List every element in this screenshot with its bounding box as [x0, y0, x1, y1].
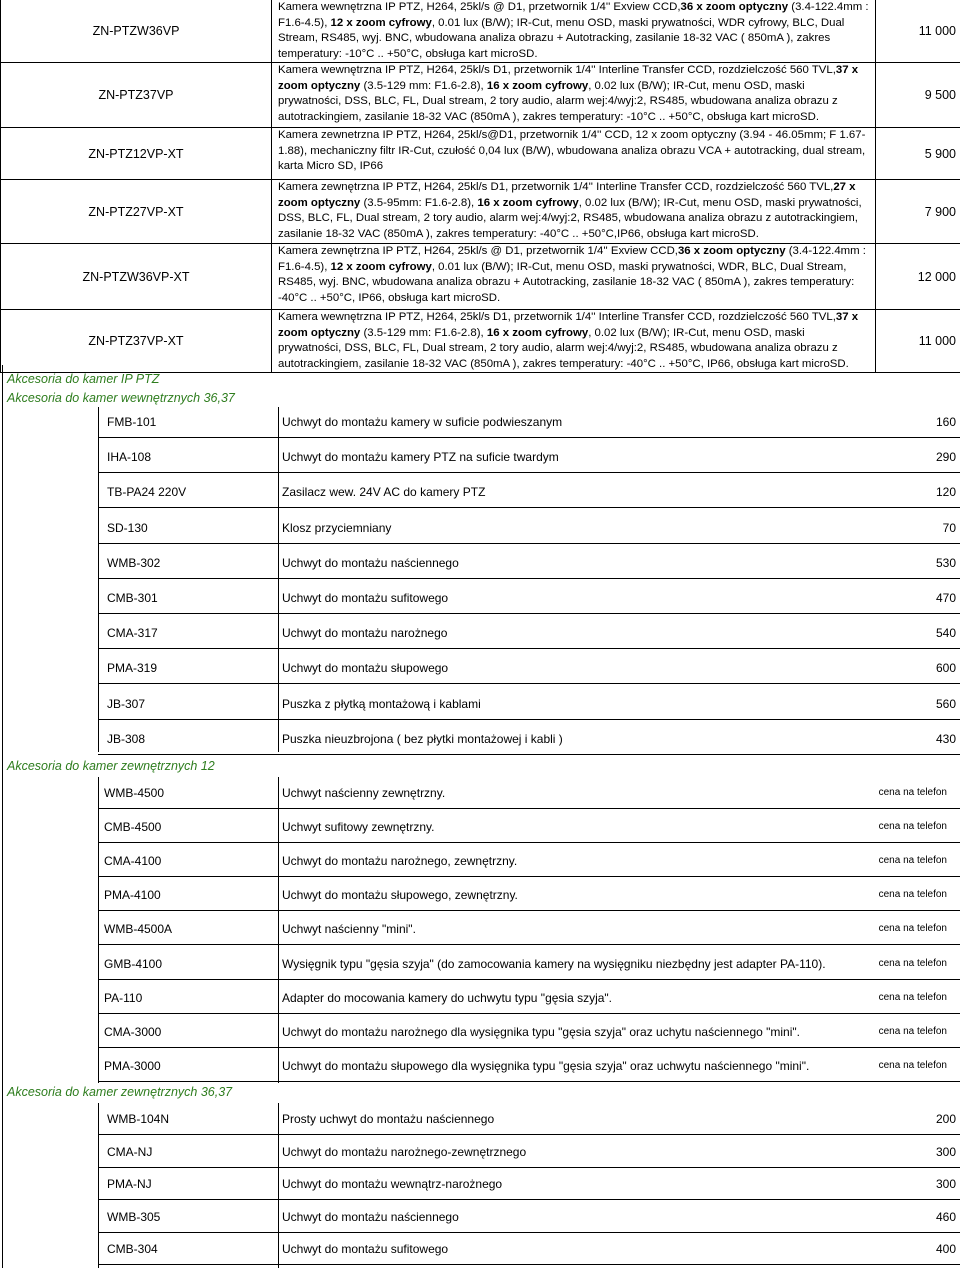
- accessory-row: [0, 1202, 960, 1232]
- camera-row: [0, 244, 960, 310]
- accessory-price: 160: [935, 415, 956, 429]
- camera-code: ZN-PTZ37VP-XT: [0, 310, 272, 372]
- camera-description-highlight: 16 x zoom cyfrowy: [486, 79, 589, 92]
- accessory-code: SD-130: [107, 520, 148, 535]
- camera-description-highlight: 36 x zoom optyczny: [677, 245, 786, 257]
- accessory-row: [0, 1017, 960, 1047]
- row-divider: [98, 910, 960, 911]
- accessory-row: [0, 1234, 960, 1264]
- accessory-row: [0, 407, 960, 437]
- camera-description-text: Kamera wewnętrzna IP PTZ, H264, 25kl/s @ D1, przetwornik 1/4'' Exview CCD,: [278, 1, 681, 13]
- accessory-code: WMB-4500: [104, 786, 165, 800]
- accessory-row: [0, 724, 960, 754]
- grid-line: [278, 407, 279, 752]
- grid-line: [98, 1103, 99, 1268]
- accessory-row: [0, 653, 960, 683]
- row-divider: [98, 1232, 960, 1233]
- accessory-description: Zasilacz wew. 24V AC do kamery PTZ: [282, 485, 486, 500]
- accessory-row: [0, 442, 960, 472]
- section-title-ip-ptz: Akcesoria do kamer IP PTZ: [7, 372, 160, 386]
- camera-description: [272, 128, 876, 179]
- camera-price: 7 900: [924, 204, 956, 219]
- accessory-price: 300: [935, 1177, 956, 1191]
- accessory-price: 300: [935, 1144, 956, 1159]
- row-divider: [98, 578, 960, 579]
- camera-description-text: (3.4-122.4mm : F1.6-4.5),: [278, 245, 866, 273]
- camera-description-text: , 0.02 lux (B/W); IR-Cut, menu OSD, maski prywatności, DSS, BLC, FL, Dual stream, 2 tory audio, alarm wej:4/wyj:2, RS485, wbudowana analiza obrazu z autotrackingiem, zasilanie 18-32 VAC (850mA ), zakres temperatury: -10°C .. +50°C, obsługa kart microSD.: [278, 79, 838, 123]
- accessory-row: [0, 846, 960, 876]
- accessory-row: [0, 983, 960, 1013]
- accessory-price: 530: [935, 555, 956, 570]
- camera-code: ZN-PTZ27VP-XT: [0, 180, 272, 243]
- camera-description-text: , 0.01 lux (B/W); IR-Cut, menu OSD, maski prywatności, WDR, BLC, Dual Stream, RS485, wyj. BNC, wbudowana analiza obrazu + Autotracking, zasilanie 18-32 VAC ( 850mA ), zakres temperatury: -40°C .. +50°C, IP66, obsługa kart microSD.: [278, 260, 855, 304]
- camera-price: 9 500: [924, 88, 956, 102]
- accessory-row: [0, 949, 960, 979]
- accessory-code: IHA-108: [107, 450, 152, 465]
- accessory-price: cena na telefon: [878, 991, 947, 1003]
- row-divider: [98, 842, 960, 843]
- camera-description-text: , 0.01 lux (B/W); IR-Cut, menu OSD, maski prywatności, WDR cyfrowy, BLC, Dual Stream, RS485, wyj. BNC, wbudowana analiza obrazu + Autotracking, zasilanie 18-32 VAC ( 850mA ), zakres temperatury: -10°C .. +50°C, obsługa kart microSD.: [278, 16, 845, 60]
- accessory-code: CMA-NJ: [107, 1144, 153, 1159]
- camera-description-highlight: 27 x zoom optyczny: [278, 181, 856, 209]
- accessory-code: JB-307: [107, 696, 146, 711]
- accessory-price: 200: [935, 1112, 956, 1126]
- accessory-row: [0, 914, 960, 944]
- accessory-code: CMA-3000: [104, 1024, 162, 1039]
- accessory-description: Uchwyt do montażu naściennego: [282, 555, 459, 570]
- accessory-code: CMB-304: [107, 1242, 158, 1256]
- accessory-row: [0, 880, 960, 910]
- accessory-code: TB-PA24 220V: [107, 485, 187, 500]
- row-divider: [98, 719, 960, 720]
- accessory-description: Uchwyt naścienny "mini".: [282, 922, 416, 937]
- accessory-row: [0, 1169, 960, 1199]
- accessory-price: 560: [935, 696, 956, 711]
- accessory-code: CMA-317: [107, 626, 158, 641]
- accessory-row: [0, 548, 960, 578]
- accessory-price: 290: [935, 450, 956, 465]
- camera-description-text: Kamera zewnętrzna IP PTZ, H264, 25kl/s @ D1, przetwornik 1/4'' Exview CCD,: [278, 245, 678, 257]
- accessory-row: [0, 1137, 960, 1167]
- row-divider: [98, 472, 960, 473]
- accessory-description: Puszka z płytką montażową i kablami: [282, 696, 481, 711]
- accessory-price: 120: [935, 485, 956, 500]
- accessory-description: Uchwyt sufitowy zewnętrzny.: [282, 820, 435, 835]
- row-divider: [98, 979, 960, 980]
- camera-price: 12 000: [917, 269, 956, 284]
- accessory-code: PA-110: [104, 990, 143, 1005]
- camera-description-text: Kamera wewnętrzna IP PTZ, H264, 25kl/s D1, przetwornik 1/4'' Interline Transfer CCD, rozdzielczość 560 TVL,: [278, 64, 836, 76]
- grid-line: [278, 1103, 279, 1268]
- row-divider: [98, 437, 960, 438]
- accessory-code: PMA-4100: [104, 888, 161, 903]
- camera-description-text: (3.5-129 mm: F1.6-2.8),: [360, 79, 487, 92]
- accessory-code: WMB-302: [107, 555, 161, 570]
- accessory-description: Uchwyt do montażu narożnego dla wysięgnika typu "gęsia szyja" oraz uchytu naściennego "mini".: [282, 1024, 800, 1039]
- camera-code: ZN-PTZW36VP-XT: [0, 244, 272, 309]
- accessory-code: GMB-4100: [104, 956, 163, 971]
- accessory-description: Prosty uchwyt do montażu naściennego: [282, 1112, 495, 1126]
- camera-code: ZN-PTZW36VP: [0, 0, 272, 62]
- row-divider: [98, 808, 960, 809]
- camera-description-text: Kamera zewnętrzna IP PTZ, H264, 25kl/s D1, przetwornik 1/4'' Interline Transfer CCD, rozdzielczość 560 TVL,: [278, 181, 834, 193]
- row-divider: [98, 1013, 960, 1014]
- row-divider: [98, 1081, 960, 1082]
- accessory-description: Puszka nieuzbrojona ( bez płytki montażowej i kabli ): [282, 731, 563, 746]
- accessory-price: cena na telefon: [878, 1025, 947, 1037]
- camera-description-text: Kamera wewnętrzna IP PTZ, H264, 25kl/s D1, przetwornik 1/4'' Interline Transfer CCD, rozdzielczość 560 TVL,: [278, 311, 836, 323]
- accessory-code: CMA-4100: [104, 854, 162, 869]
- accessory-row: [0, 513, 960, 543]
- accessory-code: PMA-NJ: [107, 1177, 152, 1191]
- camera-description-highlight: 37 x zoom optyczny: [278, 311, 859, 339]
- camera-code: ZN-PTZ12VP-XT: [0, 128, 272, 179]
- accessory-row: [0, 1104, 960, 1134]
- camera-row: [0, 0, 960, 63]
- accessory-price: 600: [935, 661, 956, 676]
- accessory-description: Uchwyt do montażu słupowego, zewnętrzny.: [282, 888, 518, 903]
- accessory-description: Uchwyt do montażu narożnego: [282, 626, 448, 641]
- row-divider: [98, 648, 960, 649]
- accessory-row: [0, 618, 960, 648]
- section-title-indoor-3637: Akcesoria do kamer wewnętrznych 36,37: [7, 391, 235, 405]
- section-title-outdoor-3637: Akcesoria do kamer zewnętrznych 36,37: [7, 1085, 233, 1099]
- accessory-row: [0, 778, 960, 808]
- row-divider: [98, 613, 960, 614]
- section-title-outdoor-12: Akcesoria do kamer zewnętrznych 12: [7, 759, 215, 773]
- camera-row: [0, 310, 960, 373]
- accessory-price: 400: [935, 1242, 956, 1256]
- accessory-code: CMB-4500: [104, 820, 162, 835]
- accessory-price: cena na telefon: [878, 821, 947, 833]
- row-divider: [98, 1264, 960, 1265]
- row-divider: [98, 1167, 960, 1168]
- grid-line: [98, 407, 99, 752]
- accessory-description: Uchwyt naścienny zewnętrzny.: [282, 786, 446, 800]
- camera-description-text: (3.4-122.4mm : F1.6-4.5),: [278, 1, 869, 29]
- grid-line: [278, 777, 279, 1083]
- accessory-row: [0, 689, 960, 719]
- accessory-description: Uchwyt do montażu naściennego: [282, 1209, 459, 1224]
- camera-price: 11 000: [918, 24, 956, 38]
- accessory-price: cena na telefon: [878, 923, 947, 935]
- accessory-description: Uchwyt do montażu kamery w suficie podwieszanym: [282, 415, 563, 429]
- accessory-price: cena na telefon: [878, 1059, 947, 1071]
- accessory-price: 430: [935, 731, 956, 746]
- accessory-price: 540: [935, 626, 956, 641]
- accessory-description: Wysięgnik typu "gęsia szyja" (do zamocowania kamery na wysięgniku niezbędny jest adapter PA-110).: [282, 956, 826, 971]
- camera-description: [272, 244, 876, 309]
- camera-description: [272, 63, 876, 127]
- camera-description-highlight: 12 x zoom cyfrowy: [330, 260, 432, 273]
- accessory-price: 70: [942, 520, 956, 535]
- row-divider: [98, 944, 960, 945]
- accessory-description: Uchwyt do montażu słupowego dla wysięgnika typu "gęsia szyja" oraz uchwytu naściennego "mini".: [282, 1058, 810, 1073]
- accessory-price: cena na telefon: [878, 957, 947, 969]
- camera-description-text: , 0.02 lux (B/W); IR-Cut, menu OSD, maski prywatności, DSS, BLC, FL, Dual stream, 2 tory audio, alarm wej:4/wyj:2, RS485, wbudowana analiza obrazu z autotrackingiem, zasilanie 18-32 VAC (850mA ), zakres temperatury: -40°C .. +50°C,IP66, obsługa kart microSD.: [278, 196, 862, 240]
- row-divider: [98, 1047, 960, 1048]
- accessory-description: Uchwyt do montażu wewnątrz-narożnego: [282, 1177, 503, 1191]
- accessory-code: WMB-104N: [107, 1112, 170, 1126]
- camera-description-text: , 0.02 lux (B/W); IR-Cut, menu OSD, maski prywatności, DSS, BLC, FL, Dual stream, 2 tory audio, alarm wej:4/wyj:2, RS485, wbudowana analiza obrazu z autotrackingiem, zasilanie 18-32 VAC (850mA ), zakres temperatury: -40°C .. +50°C, IP66, obsługa kart microSD.: [278, 326, 849, 370]
- accessory-description: Adapter do mocowania kamery do uchwytu typu "gęsia szyja".: [282, 990, 613, 1005]
- row-divider: [98, 876, 960, 877]
- grid-line: [2, 365, 3, 1268]
- accessory-code: PMA-3000: [104, 1058, 161, 1073]
- accessory-description: Klosz przyciemniany: [282, 520, 392, 535]
- accessory-description: Uchwyt do montażu sufitowego: [282, 1242, 449, 1256]
- grid-line: [98, 777, 99, 1083]
- camera-code: ZN-PTZ37VP: [0, 63, 272, 127]
- row-divider: [98, 754, 960, 755]
- accessory-description: Uchwyt do montażu kamery PTZ na suficie twardym: [282, 450, 559, 465]
- camera-price: 11 000: [918, 334, 956, 348]
- accessory-code: CMB-301: [107, 591, 158, 605]
- accessory-price: cena na telefon: [878, 855, 947, 867]
- camera-description-highlight: 12 x zoom cyfrowy: [330, 16, 432, 29]
- accessory-price: cena na telefon: [878, 889, 947, 901]
- camera-description: [272, 180, 876, 243]
- accessory-row: [0, 812, 960, 842]
- accessory-row: [0, 1051, 960, 1081]
- camera-price: 5 900: [924, 146, 956, 161]
- camera-description: [272, 0, 876, 62]
- camera-description-highlight: 36 x zoom optyczny: [680, 1, 789, 13]
- camera-description-highlight: 37 x zoom optyczny: [278, 64, 859, 92]
- camera-row: [0, 180, 960, 244]
- camera-description-text: Kamera zewnetrzna IP PTZ, H264, 25kl/s@D1, przetwornik 1/4'' CCD, 12 x zoom optyczny (3.94 - 46.05mm; F 1.67-1.88), mechaniczny filtr IR-Cut, czułość 0,04 lux (B/W), wbudowana analiza obrazu VCA + autotracking, dual stream, karta Micro SD, IP66: [278, 129, 866, 173]
- row-divider: [98, 683, 960, 684]
- accessory-description: Uchwyt do montażu narożnego, zewnętrzny.: [282, 854, 518, 869]
- accessory-description: Uchwyt do montażu sufitowego: [282, 591, 449, 605]
- accessory-code: FMB-101: [107, 415, 157, 429]
- accessory-row: [0, 477, 960, 507]
- camera-row: [0, 63, 960, 128]
- accessory-price: 470: [935, 591, 956, 605]
- row-divider: [98, 1134, 960, 1135]
- accessory-code: JB-308: [107, 731, 146, 746]
- camera-row: [0, 128, 960, 180]
- camera-description-text: (3.5-95mm: F1.6-2.8),: [360, 196, 478, 209]
- accessory-code: WMB-305: [107, 1209, 161, 1224]
- accessory-description: Uchwyt do montażu słupowego: [282, 661, 449, 676]
- accessory-price: cena na telefon: [878, 787, 947, 798]
- camera-description: [272, 310, 876, 372]
- accessory-code: WMB-4500A: [104, 922, 173, 937]
- camera-description-highlight: 16 x zoom cyfrowy: [477, 196, 579, 209]
- accessory-description: Uchwyt do montażu narożnego-zewnętrznego: [282, 1144, 527, 1159]
- row-divider: [98, 1199, 960, 1200]
- accessory-row: [0, 583, 960, 613]
- accessory-price: 460: [935, 1209, 956, 1224]
- row-divider: [98, 507, 960, 508]
- accessory-code: PMA-319: [107, 661, 158, 676]
- camera-description-text: (3.5-129 mm: F1.6-2.8),: [360, 326, 487, 339]
- camera-table: [0, 0, 960, 373]
- camera-description-highlight: 16 x zoom cyfrowy: [486, 326, 589, 339]
- row-divider: [98, 543, 960, 544]
